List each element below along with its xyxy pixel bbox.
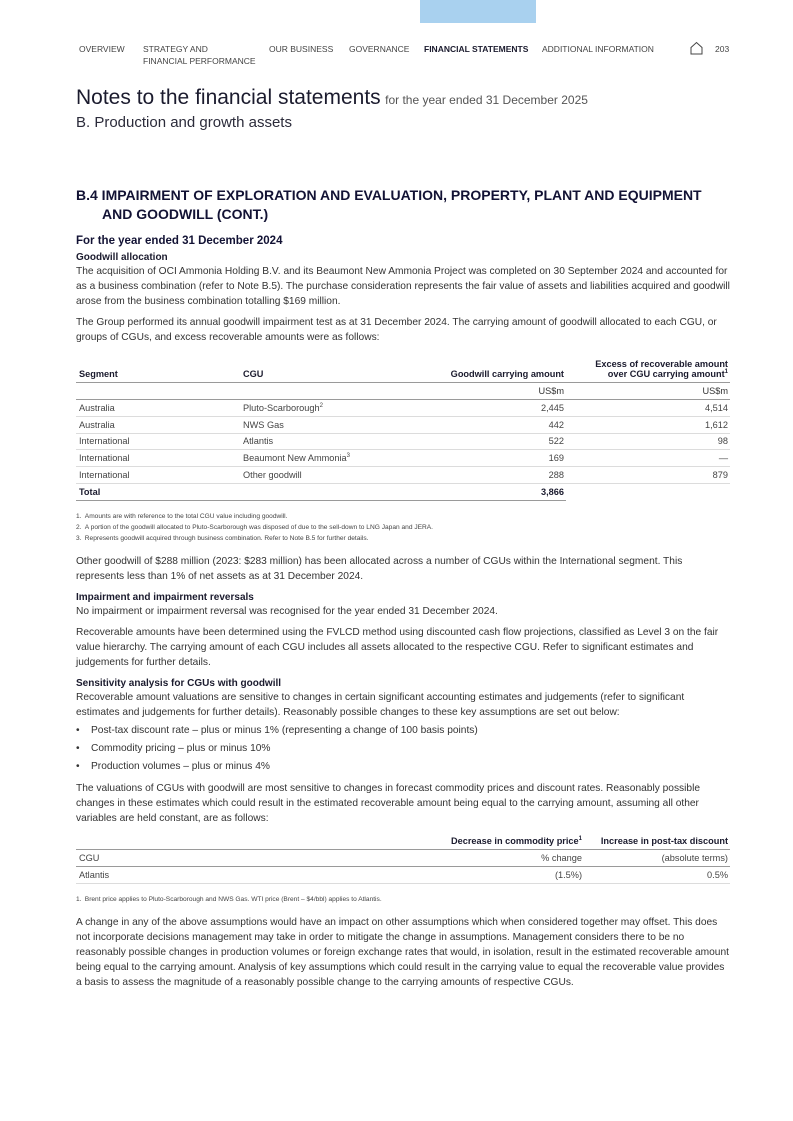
cell-carrying: 288 (390, 467, 566, 484)
cell-cgu-name: Other goodwill (243, 470, 302, 481)
cell-segment: Australia (76, 416, 240, 433)
table-row (76, 416, 730, 433)
cell-excess: 1,612 (566, 416, 730, 433)
nav-financial-statements[interactable]: FINANCIAL STATEMENTS (424, 44, 529, 54)
nav-strategy[interactable] (143, 43, 256, 67)
header-excess-line1: Excess of recoverable amount (595, 359, 728, 369)
sensitivity-footnotes (76, 894, 730, 905)
sensitivity-paragraph-1: Recoverable amount valuations are sensitive to changes in certain significant accounting estimates and judgements (refer to significant estimates and judgements for further details). Reasonably possible changes to these key assumptions are set out below: (76, 691, 685, 718)
sensitivity-table-header (76, 832, 730, 850)
cell-carrying: 169 (390, 450, 566, 467)
table-row (76, 467, 730, 484)
cell-carrying: 2,445 (390, 400, 566, 417)
header-commodity (420, 832, 584, 850)
section-subtitle: B. Production and growth assets (76, 114, 292, 131)
header-carrying-amount: Goodwill carrying amount (450, 369, 564, 379)
cell-cgu (240, 400, 390, 417)
cell-segment: International (76, 467, 240, 484)
other-goodwill-paragraph: Other goodwill of $288 million (2023: $283 million) has been allocated across a number of CGUs within the International segment. This represents less than 1% of net assets as at 31 December 2024. (76, 555, 683, 582)
section-accent-tab (420, 0, 536, 23)
cell-cgu-name: NWS Gas (243, 419, 284, 430)
header-segment: Segment (79, 369, 118, 379)
header-commodity-text: Decrease in commodity price (451, 835, 579, 846)
cell-cgu-name: Atlantis (243, 436, 274, 447)
cell-excess: 4,514 (566, 400, 730, 417)
cell-cgu: Atlantis (76, 866, 420, 883)
page-number: 203 (715, 44, 730, 54)
cell-cgu-name: Beaumont New Ammonia (243, 453, 347, 464)
home-icon[interactable] (690, 41, 703, 55)
cell-excess: 98 (566, 433, 730, 450)
footnote: 1. Brent price applies to Pluto-Scarborough and NWS Gas. WTI price (Brent – $4/bbl) applies to Atlantis. (76, 895, 382, 903)
table-row (76, 400, 730, 417)
nav-additional-information[interactable]: ADDITIONAL INFORMATION (542, 44, 654, 54)
goodwill-table-header (76, 359, 730, 383)
cell-excess: 879 (566, 467, 730, 484)
cell-cgu (240, 467, 390, 484)
table-total-row (76, 483, 730, 500)
header-excess-line2-wrap (569, 369, 728, 379)
cell-segment: Australia (76, 400, 240, 417)
assumption-list (76, 723, 730, 774)
nav-governance[interactable]: GOVERNANCE (349, 44, 410, 54)
nav-strategy-line1: STRATEGY AND (143, 44, 208, 54)
goodwill-paragraph-2: The Group performed its annual goodwill impairment test as at 31 December 2024. The carrying amount of goodwill allocated to each CGU, or groups of CGUs, and excess recoverable amounts were as follows: (76, 317, 717, 343)
cell-cgu-sup: 3 (346, 453, 351, 460)
main-content (76, 186, 730, 996)
unit-discount: (absolute terms) (584, 849, 730, 866)
nav-our-business[interactable]: OUR BUSINESS (269, 44, 334, 54)
header-excess (566, 359, 730, 383)
sensitivity-paragraph-2: The valuations of CGUs with goodwill are most sensitive to changes in forecast commodity prices and discount rates. Reasonably possible changes in these estimates which could result in the estimated recoverable amount being equal to the carrying amount, assuming all other variables are held constant, are as follows: (76, 782, 701, 824)
goodwill-table (76, 359, 730, 501)
cell-cgu (240, 450, 390, 467)
cell-cgu-sup: 2 (319, 402, 323, 409)
impairment-paragraph-1: No impairment or impairment reversal was recognised for the year ended 31 December 2024. (76, 605, 498, 617)
header-excess-line2: over CGU carrying amount (607, 369, 725, 379)
cell-cgu-name: Pluto-Scarborough (243, 402, 320, 413)
impairment-heading: Impairment and impairment reversals (76, 591, 254, 603)
header-commodity-sup: 1 (578, 835, 582, 842)
unit-commodity: % change (420, 849, 584, 866)
closing-paragraph: A change in any of the above assumptions would have an impact on other assumptions which when considered together may offset. This does not incorporate decisions management may take in order to mitigate the change in assumptions. Management considers there to be no reasonably possible changes in production volumes or foreign exchange rates that would, in isolation, result in the estimated recoverable amount being equal to the carrying amount. Analysis of key assumptions which could result in the carrying value to equal the recoverable value provides a basis to assess the magnitude of a reasonably possible change to the carrying amounts of respective CGUs. (76, 916, 729, 988)
footnote: 2. A portion of the goodwill allocated to Pluto-Scarborough was disposed of due to the sell-down to LNG Japan and JERA. (76, 523, 434, 531)
table-row (76, 866, 730, 883)
top-navigation (0, 43, 793, 73)
goodwill-table-units (76, 383, 730, 400)
unit-excess: US$m (566, 383, 730, 400)
table-row (76, 450, 730, 467)
cell-cgu (240, 433, 390, 450)
nav-overview[interactable]: OVERVIEW (79, 44, 125, 54)
header-excess-sup: 1 (724, 368, 728, 375)
sensitivity-heading: Sensitivity analysis for CGUs with goodwill (76, 677, 282, 689)
cell-carrying: 442 (390, 416, 566, 433)
list-item: • Production volumes – plus or minus 4% (76, 759, 730, 774)
cell-discount: 0.5% (584, 866, 730, 883)
goodwill-paragraph-1: The acquisition of OCI Ammonia Holding B.V. and its Beaumont New Ammonia Project was completed on 30 September 2024 and accounted for as a business combination (refer to Note B.5). The purchase consideration represents the fair value of assets and liabilities acquired and goodwill arose from the business combination totalling $169 million. (76, 266, 730, 307)
goodwill-allocation-heading: Goodwill allocation (76, 252, 168, 263)
cell-segment: International (76, 450, 240, 467)
section-heading: B.4 IMPAIRMENT OF EXPLORATION AND EVALUATION, PROPERTY, PLANT AND EQUIPMENT AND GOODWILL (CONT.) (76, 187, 702, 222)
sensitivity-table-subheader (76, 849, 730, 866)
list-item: • Commodity pricing – plus or minus 10% (76, 741, 730, 756)
nav-strategy-line2: FINANCIAL PERFORMANCE (143, 56, 256, 66)
sensitivity-table (76, 832, 730, 884)
cell-cgu (240, 416, 390, 433)
header-cgu: CGU (76, 849, 420, 866)
cell-commodity: (1.5%) (420, 866, 584, 883)
cell-carrying: 522 (390, 433, 566, 450)
footnote: 1. Amounts are with reference to the total CGU value including goodwill. (76, 512, 288, 520)
cell-excess: — (566, 450, 730, 467)
header-discount: Increase in post-tax discount (600, 835, 728, 846)
header-cgu: CGU (243, 369, 264, 379)
page-title-period: for the year ended 31 December 2025 (385, 93, 588, 107)
page-title (76, 86, 588, 110)
goodwill-footnotes (76, 511, 730, 544)
impairment-paragraph-2: Recoverable amounts have been determined using the FVLCD method using discounted cash flow projections, classified as Level 3 on the fair value hierarchy. The carrying amount of each CGU includes all assets allocated to the respective CGU. Refer to significant estimates and judgements for further details. (76, 626, 719, 668)
total-label: Total (76, 483, 240, 500)
list-item: • Post-tax discount rate – plus or minus 1% (representing a change of 100 basis points) (76, 723, 730, 738)
year-heading: For the year ended 31 December 2024 (76, 235, 283, 247)
table-row (76, 433, 730, 450)
footnote: 3. Represents goodwill acquired through business combination. Refer to Note B.5 for further details. (76, 534, 369, 542)
total-carrying: 3,866 (390, 483, 566, 500)
page-title-main: Notes to the financial statements (76, 86, 381, 109)
unit-carrying: US$m (390, 383, 566, 400)
cell-segment: International (76, 433, 240, 450)
